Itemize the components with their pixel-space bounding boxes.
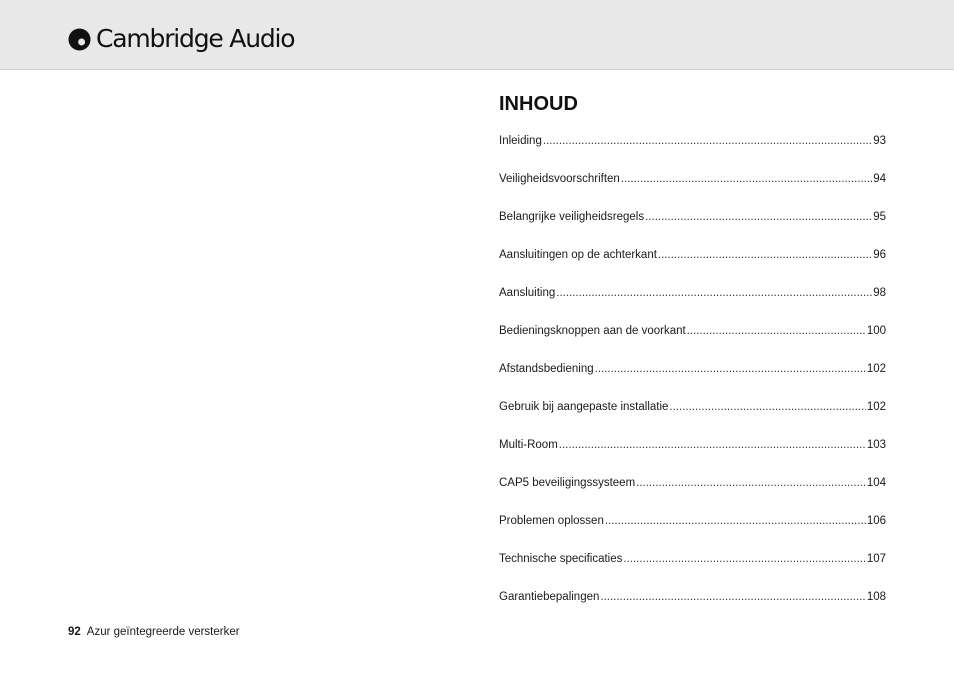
toc-entry[interactable] [499,398,886,436]
toc-entry-page: 98 [873,287,886,299]
toc-dot-leader [559,436,866,455]
toc-dot-leader [595,360,866,379]
toc-entry-label: Problemen oplossen [499,515,604,527]
toc-title: INHOUD [499,93,578,115]
toc-dot-leader [600,588,865,607]
toc-entry-page: 94 [873,173,886,185]
toc-entry-label: Aansluiting [499,287,556,299]
toc-entry[interactable] [499,170,886,208]
toc-entry[interactable] [499,436,886,474]
toc-entry-label: Garantiebepalingen [499,591,600,603]
toc-entry-page: 93 [873,135,886,147]
toc-entry-page: 108 [866,591,886,603]
toc-entry[interactable] [499,512,886,550]
toc-entry-label: Bedieningsknoppen aan de voorkant [499,325,686,337]
toc-entry-label: Inleiding [499,135,542,147]
page-footer [68,624,240,640]
toc-entry[interactable] [499,360,886,398]
toc-dot-leader [636,474,866,493]
footer-product-name: Azur geïntegreerde versterker [86,626,240,638]
toc-entry-page: 100 [866,325,886,337]
toc-entry-page: 103 [866,439,886,451]
toc-entry-page: 95 [873,211,886,223]
toc-dot-leader [669,398,865,417]
toc-entry[interactable] [499,132,886,170]
page-header [0,0,954,70]
cambridge-audio-logo-icon [68,28,91,51]
toc-dot-leader [623,550,865,569]
toc-entry-page: 106 [866,515,886,527]
toc-dot-leader [556,284,872,303]
toc-entry-page: 102 [866,363,886,375]
toc-dot-leader [605,512,866,531]
toc-entry-label: Gebruik bij aangepaste installatie [499,401,669,413]
brand-logo [68,24,294,54]
toc-entry[interactable] [499,322,886,360]
toc-entry-label: Afstandsbediening [499,363,594,375]
toc-entry[interactable] [499,208,886,246]
toc-dot-leader [621,170,872,189]
toc-entry[interactable] [499,550,886,588]
toc-entry-page: 104 [866,477,886,489]
toc-entry-page: 102 [866,401,886,413]
table-of-contents [499,132,886,626]
toc-entry[interactable] [499,246,886,284]
toc-entry-label: Belangrijke veiligheidsregels [499,211,645,223]
toc-entry-page: 96 [873,249,886,261]
toc-entry-page: 107 [866,553,886,565]
toc-entry-label: CAP5 beveiligingssysteem [499,477,636,489]
toc-dot-leader [645,208,872,227]
toc-dot-leader [658,246,872,265]
toc-entry-label: Veiligheidsvoorschriften [499,173,620,185]
toc-entry-label: Aansluitingen op de achterkant [499,249,657,261]
toc-entry[interactable] [499,588,886,626]
toc-entry[interactable] [499,474,886,512]
toc-entry-label: Technische specificaties [499,553,623,565]
toc-entry[interactable] [499,284,886,322]
toc-dot-leader [543,132,872,151]
footer-page-number: 92 [68,626,81,638]
toc-dot-leader [687,322,866,341]
brand-name: Cambridge Audio [96,24,295,53]
toc-entry-label: Multi-Room [499,439,558,451]
